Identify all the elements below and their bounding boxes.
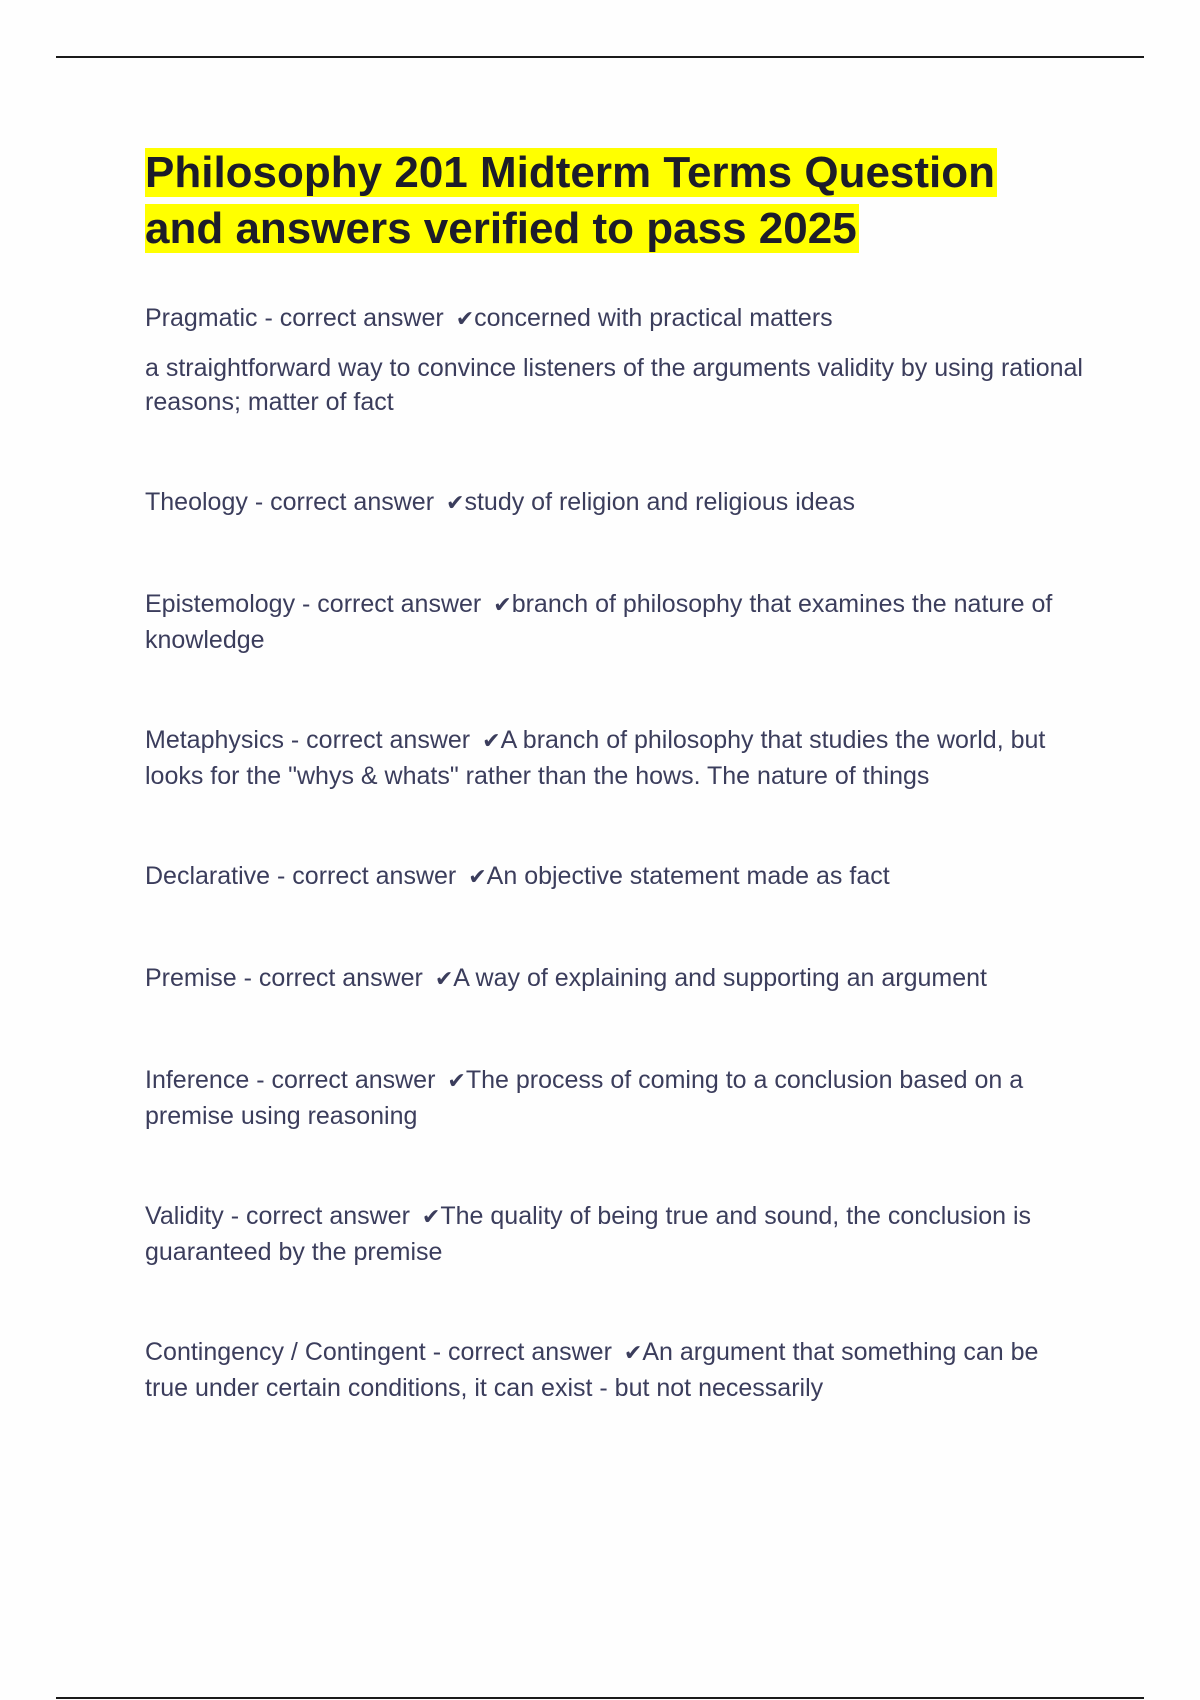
top-rule	[56, 56, 1144, 58]
checkmark-icon: ✔	[468, 865, 487, 890]
qa-entry-metaphysics	[145, 723, 1085, 793]
answer-label: - correct answer	[432, 1338, 612, 1366]
qa-list	[145, 301, 1085, 1405]
checkmark-icon: ✔	[455, 307, 475, 332]
entry-term: Metaphysics	[145, 726, 284, 754]
entry-term: Theology	[145, 488, 248, 516]
entry-definition: concerned with practical matters	[474, 304, 833, 332]
answer-label: - correct answer	[290, 726, 471, 754]
qa-entry-theology	[145, 485, 1085, 521]
entry-definition: A branch of philosophy that studies the world, but looks for the "whys & whats" rather than the hows. The nature of things	[145, 726, 1046, 790]
answer-label: - correct answer	[230, 1202, 410, 1230]
qa-entry-declarative	[145, 859, 1085, 895]
checkmark-icon: ✔	[446, 491, 465, 516]
document-title	[145, 145, 1085, 257]
answer-label: - correct answer	[256, 1066, 436, 1094]
qa-entry-epistemology	[145, 587, 1085, 657]
entry-term: Pragmatic	[145, 304, 258, 332]
entry-term: Premise	[145, 964, 237, 992]
entry-definition: branch of philosophy that examines the nature of knowledge	[145, 590, 1053, 654]
bottom-rule	[56, 1697, 1144, 1699]
qa-entry-contingency	[145, 1335, 1085, 1405]
checkmark-icon: ✔	[493, 593, 512, 618]
answer-label: - correct answer	[277, 862, 457, 890]
entry-definition: A way of explaining and supporting an argument	[453, 964, 987, 992]
entry-definition: An argument that something can be true under certain conditions, it can exist - but not necessarily	[145, 1338, 1039, 1402]
entry-extra-note: a straightforward way to convince listeners of the arguments validity by using rational reasons; matter of fact	[145, 354, 1083, 416]
title-line-1: Philosophy 201 Midterm Terms Question	[145, 148, 996, 197]
entry-term: Declarative	[145, 862, 271, 890]
qa-entry-inference	[145, 1063, 1085, 1133]
checkmark-icon: ✔	[421, 1205, 441, 1230]
answer-label: - correct answer	[264, 304, 444, 332]
qa-entry-validity	[145, 1199, 1085, 1269]
title-line-2: and answers verified to pass 2025	[145, 204, 857, 253]
document-body	[145, 145, 1085, 1405]
entry-term: Inference	[145, 1066, 250, 1094]
entry-definition: An objective statement made as fact	[486, 862, 890, 890]
qa-entry-pragmatic	[145, 301, 1085, 337]
checkmark-icon: ✔	[623, 1341, 643, 1366]
checkmark-icon: ✔	[482, 729, 501, 754]
entry-term: Contingency / Contingent	[145, 1338, 426, 1366]
entry-definition: The quality of being true and sound, the conclusion is guaranteed by the premise	[145, 1202, 1032, 1266]
entry-definition: The process of coming to a conclusion based on a premise using reasoning	[145, 1066, 1024, 1130]
answer-label: - correct answer	[302, 590, 482, 618]
title-highlight	[145, 148, 997, 253]
entry-term: Epistemology	[145, 590, 296, 618]
checkmark-icon: ✔	[447, 1069, 466, 1094]
answer-label: - correct answer	[254, 488, 435, 516]
checkmark-icon: ✔	[434, 967, 454, 992]
entry-term: Validity	[145, 1202, 224, 1230]
answer-label: - correct answer	[243, 964, 423, 992]
qa-entry-premise	[145, 961, 1085, 997]
entry-definition: study of religion and religious ideas	[464, 488, 855, 516]
